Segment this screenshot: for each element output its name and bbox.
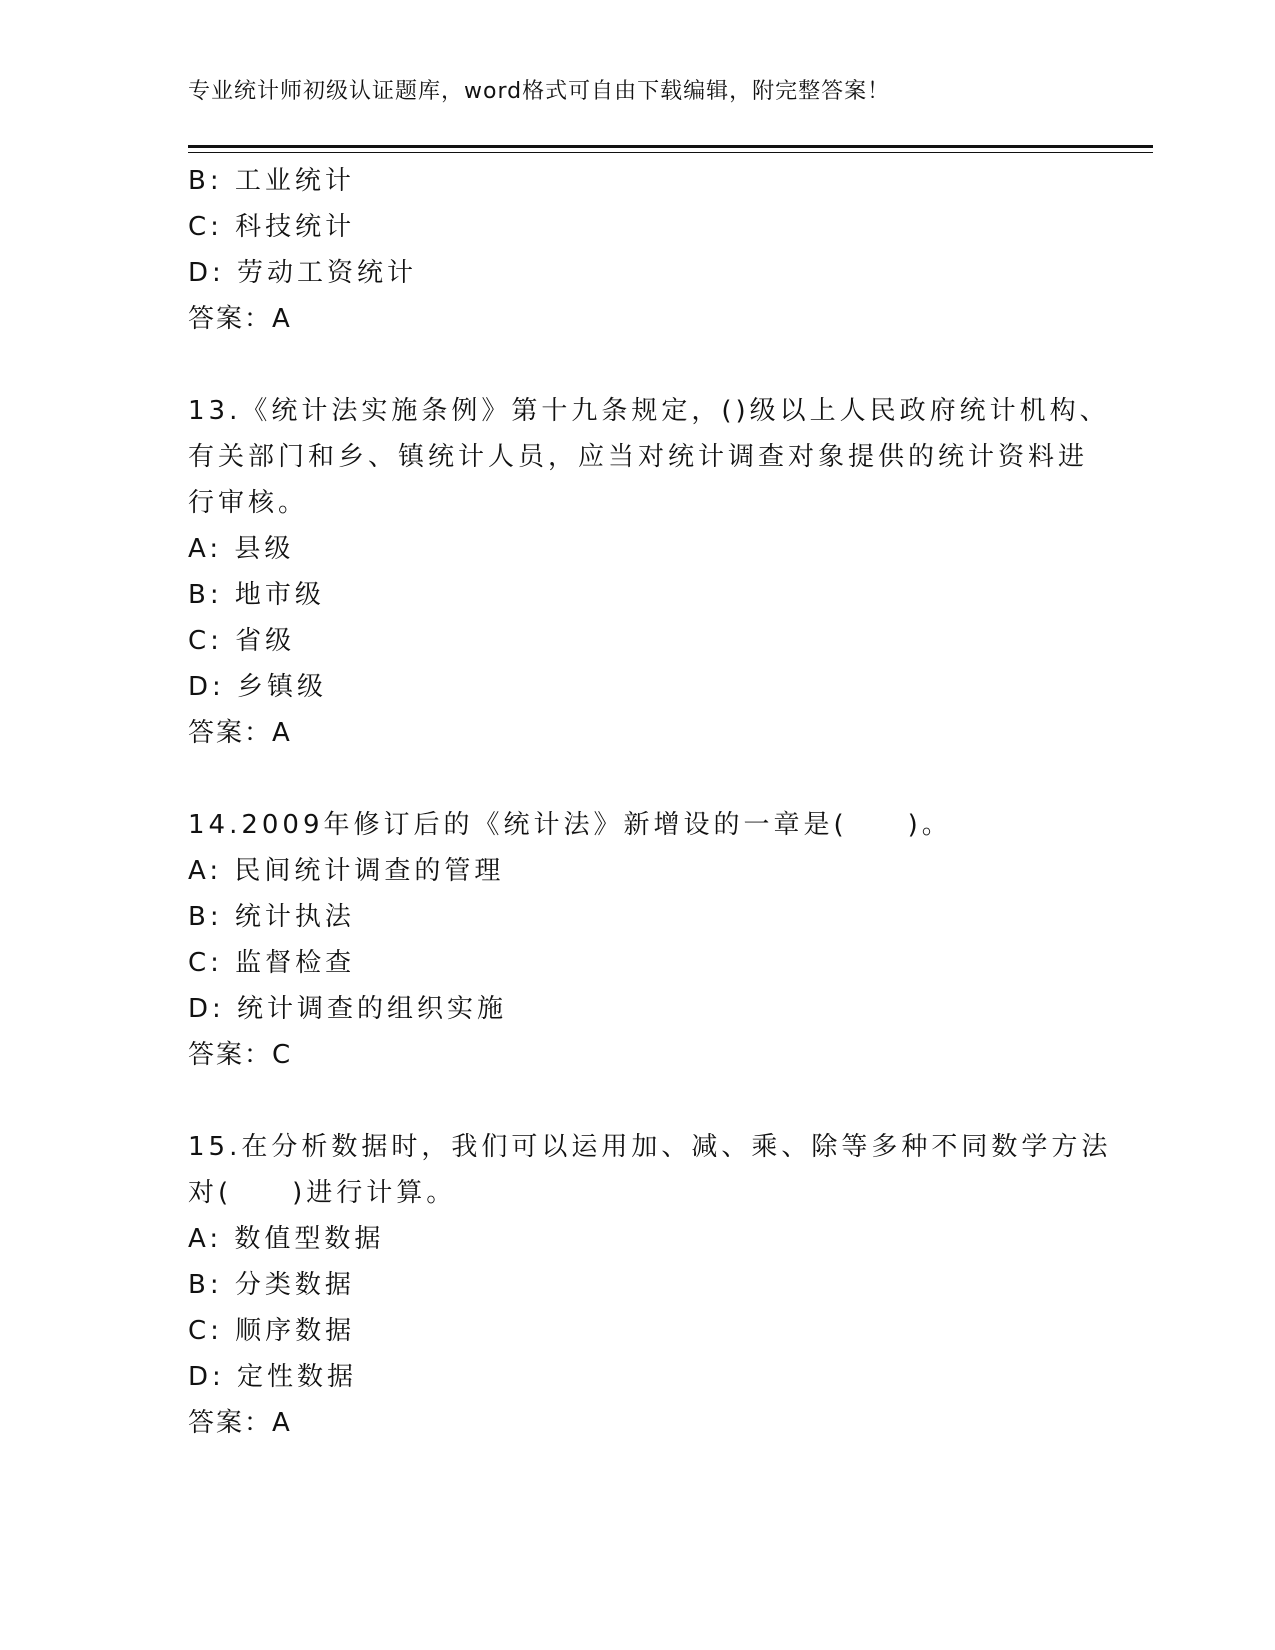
option-a: A: 数值型数据 — [188, 1224, 385, 1254]
question-13 — [188, 388, 1110, 756]
question-text-line: 行审核。 — [188, 488, 309, 518]
question-15 — [188, 1124, 1112, 1446]
question-text-line: 对( )进行计算。 — [188, 1178, 457, 1208]
answer: 答案：C — [188, 1040, 293, 1070]
option-a: A: 县级 — [188, 534, 295, 564]
option-d: D: 乡镇级 — [188, 672, 328, 702]
option-b: B: 地市级 — [188, 580, 325, 610]
option-b: B: 工业统计 — [188, 166, 355, 196]
question-spacer — [188, 342, 1088, 388]
page-header: 专业统计师初级认证题库，word格式可自由下载编辑，附完整答案！ — [188, 79, 891, 104]
option-c: C: 科技统计 — [188, 212, 356, 242]
option-d: D: 统计调查的组织实施 — [188, 994, 508, 1024]
header-rule-thin — [188, 152, 1153, 153]
question-12-tail — [188, 158, 1088, 342]
answer: 答案：A — [188, 1408, 292, 1438]
option-b: B: 统计执法 — [188, 902, 355, 932]
question-spacer — [188, 756, 1088, 802]
answer: 答案：A — [188, 718, 292, 748]
option-c: C: 顺序数据 — [188, 1316, 356, 1346]
question-text-line: 有关部门和乡、镇统计人员，应当对统计调查对象提供的统计资料进 — [188, 442, 1089, 472]
question-14 — [188, 802, 1088, 1078]
option-c: C: 省级 — [188, 626, 296, 656]
option-a: A: 民间统计调查的管理 — [188, 856, 505, 886]
question-text-line: 13.《统计法实施条例》第十九条规定，()级以上人民政府统计机构、 — [188, 396, 1110, 426]
option-b: B: 分类数据 — [188, 1270, 355, 1300]
option-d: D: 劳动工资统计 — [188, 258, 418, 288]
answer: 答案：A — [188, 304, 292, 334]
option-d: D: 定性数据 — [188, 1362, 358, 1392]
question-text-line: 14.2009年修订后的《统计法》新增设的一章是( )。 — [188, 810, 952, 840]
question-text-line: 15.在分析数据时，我们可以运用加、减、乘、除等多种不同数学方法 — [188, 1132, 1112, 1162]
question-content — [188, 158, 1112, 1446]
header-rule-thick — [188, 145, 1153, 148]
option-c: C: 监督检查 — [188, 948, 356, 978]
question-spacer — [188, 1078, 1088, 1124]
